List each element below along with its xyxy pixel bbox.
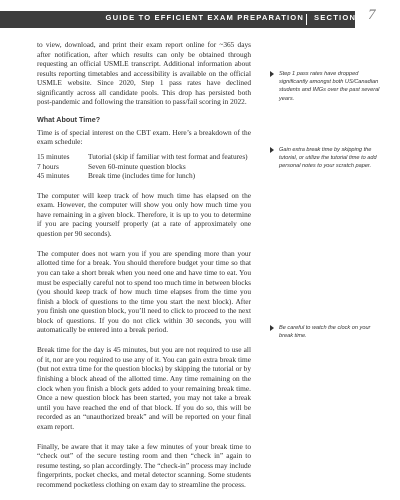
section-label: SECTION I [314,13,363,22]
schedule-activity: Tutorial (skip if familiar with test format and features) [88,151,248,161]
time-tracking-paragraph: The computer will keep track of how much time has elapsed on the exam. However, the computer will show you only how much time you have remaining in a given block. Therefore, it is up to you to determine if you are pacing yourself properly (at a rate of approximately one question per 90 seconds). [37,190,251,238]
schedule-duration: 15 minutes [37,151,70,161]
table-row [37,162,248,172]
schedule-activity: Seven 60-minute question blocks [88,161,186,171]
schedule-duration: 7 hours [37,161,59,171]
margin-note [270,146,380,171]
exam-schedule-table [37,152,248,181]
table-row [37,171,248,181]
main-text-column [37,40,251,500]
arrow-bullet-icon [270,71,274,77]
header-divider [306,14,307,25]
margin-note-text: Be careful to watch the clock on your break time. [279,325,371,340]
table-row [37,152,248,162]
schedule-duration: 45 minutes [37,171,70,181]
running-title: GUIDE TO EFFICIENT EXAM PREPARATION [105,13,304,22]
check-out-paragraph: Finally, be aware that it may take a few minutes of your break time to “check out” of the secure testing room and then “check in” again to resume testing, so plan accordingly. The “check-in” process may include fingerprints, pocket checks, and metal detector scanning. Some students recommend pocketless clothing on exam day to streamline the process. [37,441,251,489]
margin-note-text: Gain extra break time by skipping the tutorial, or utilize the tutorial time to add personal notes to your scratch paper. [279,147,377,170]
section-heading: What About Time? [37,114,101,124]
time-paragraph: Time is of special interest on the CBT exam. Here’s a breakdown of the exam schedule: [37,127,251,147]
break-time-paragraph: Break time for the day is 45 minutes, but you are not required to use all of it, nor are you required to use any of it. You can gain extra break time (but not extra time for the question blocks) by skipping the tutorial or by finishing a block ahead of the allotted time. Any time remaining on the clock when you finish a block gets added to your remaining break time. Once a new question block has been started, you may not take a break until you have reached the end of that block. If you do so, this will be recorded as an “unauthorized break” and will be reported on your final exam report. [37,345,251,431]
arrow-bullet-icon [270,147,274,153]
arrow-bullet-icon [270,325,274,331]
break-warning-paragraph: The computer does not warn you if you are spending more than your allotted time for a break. You should therefore budget your time so that you can take a short break when you need one and have time to eat. You must be especially careful not to spend too much time in between blocks (you should keep track of how much time elapses from the time you finish a block of questions to the time you start the next block). After you finish one question block, you’ll need to click to proceed to the next block of questions. If you do not click within 30 seconds, you will automatically be entered into a break period. [37,248,251,335]
intro-paragraph: to view, download, and print their exam report online for ~365 days after notification, after which results can only be obtained through requesting an official USMLE transcript. Additional information about results reporting timetables and accessibility is available on the official USMLE website. Since 2020, Step 1 pass rates have declined significantly across all candidate pools. This drop has persisted both post-pandemic and following the transition to pass/fail scoring in 2022. [37,40,251,107]
page-header [0,0,400,32]
margin-note-text: Step 1 pass rates have dropped significantly amongst both US/Canadian students and IMGs over the past several years. [279,71,380,102]
schedule-activity: Break time (includes time for lunch) [88,171,196,181]
margin-note [270,70,380,103]
margin-note [270,324,380,340]
page-number: 7 [368,7,376,23]
